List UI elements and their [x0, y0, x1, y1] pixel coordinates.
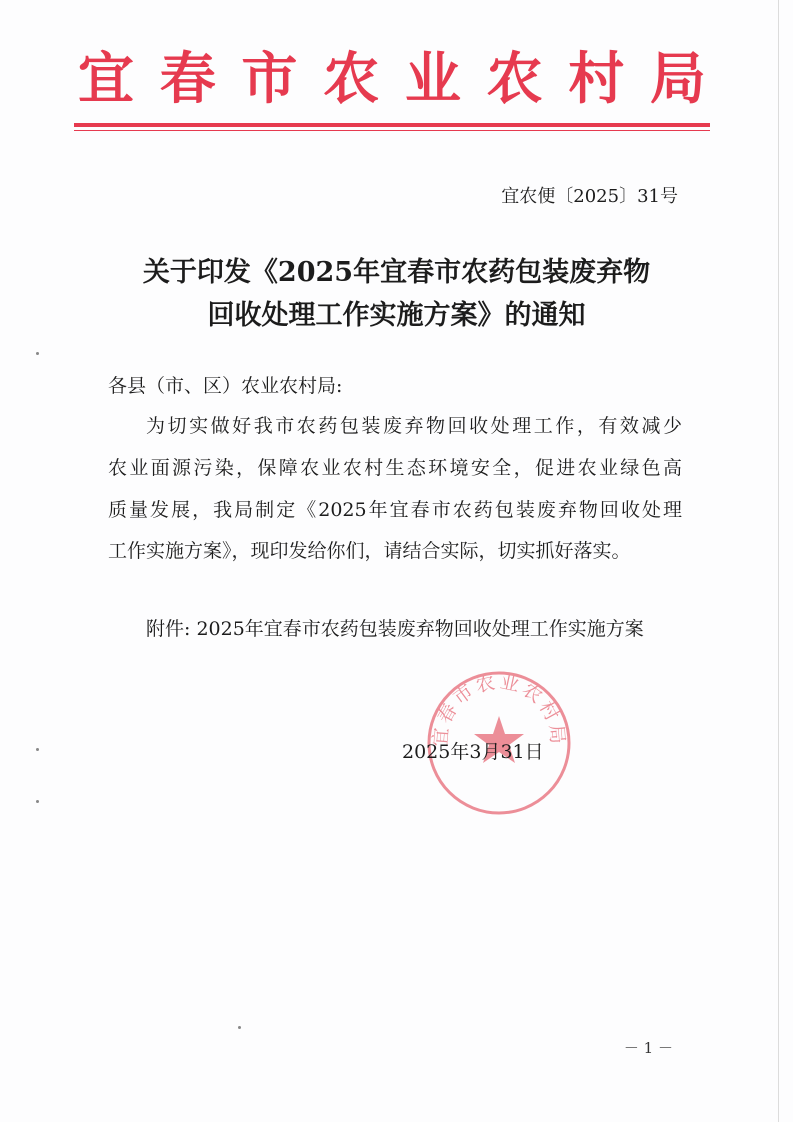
document-title-line-1: 关于印发《2025年宜春市农药包装废弃物	[142, 257, 651, 288]
issue-date: 2025年3月31日	[402, 741, 544, 763]
document-title-line-2: 回收处理工作实施方案》的通知	[207, 300, 586, 331]
issuer-char: 农	[486, 46, 543, 112]
seal-text: 宜春市农业农村局	[429, 670, 569, 748]
scan-speck	[36, 800, 39, 803]
issuer-char: 春	[159, 46, 216, 112]
body-line: 质量发展，我局制定《2025年宜春市农药包装废弃物回收处理	[108, 499, 682, 521]
issuer-char: 农	[323, 46, 380, 112]
body-line: 工作实施方案》，现印发给你们，请结合实际，切实抓好落实。	[108, 540, 631, 562]
issuer-char: 业	[404, 46, 461, 112]
document-number: 宜农便〔2025〕31号	[501, 186, 678, 207]
header-divider-thick	[74, 123, 710, 127]
issuer-char: 宜	[78, 46, 134, 112]
body-line: 农业面源污染，保障农业农村生态环境安全，促进农业绿色高	[108, 457, 682, 479]
issuer-char: 市	[241, 46, 298, 112]
scan-speck	[238, 1026, 241, 1029]
issuer-header	[74, 44, 710, 114]
attachment-note: 附件: 2025年宜春市农药包装废弃物回收处理工作实施方案	[146, 618, 644, 640]
scan-speck	[36, 352, 39, 355]
salutation: 各县（市、区）农业农村局:	[108, 375, 343, 397]
issuer-char: 局	[649, 46, 706, 112]
page-number: － 1 －	[623, 1039, 673, 1057]
issuer-char: 村	[568, 46, 625, 112]
header-divider-thin	[74, 130, 710, 131]
body-line: 为切实做好我市农药包装废弃物回收处理工作，有效减少	[146, 415, 682, 437]
scan-speck	[36, 748, 39, 751]
page-edge-line	[778, 0, 779, 1122]
